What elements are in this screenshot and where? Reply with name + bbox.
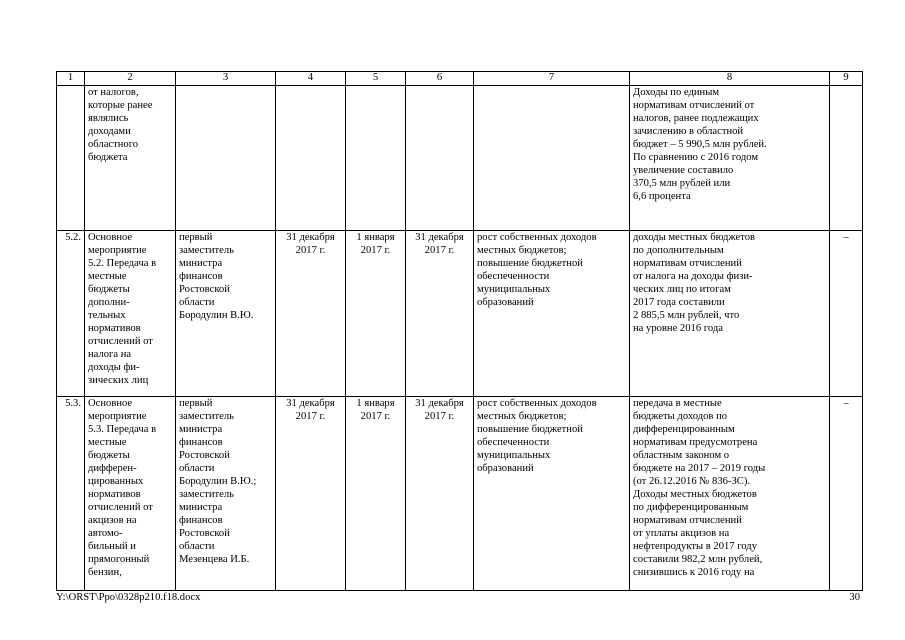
actual-result-text: передача в местные бюджеты доходов по дифференцированным нормативам предусмотрена областным законом о бюджете на 2017 – 2019 годы (от 26.12.2016 № 836-ЗС). Доходы местных бюджетов по дифференцированным нормативам отчислений от уплаты акцизов на нефтепродукты в 2017 году составили 982,2 млн рублей, снизившись к 2016 году на bbox=[633, 398, 766, 578]
actual-start-cell bbox=[346, 231, 406, 397]
responsible-text: первый заместитель министра финансов Ростовской области Бородулин В.Ю.; заместитель министра финансов Ростовской области Мезенцева И.Б. bbox=[179, 398, 257, 565]
planned-result-cell bbox=[474, 231, 630, 397]
actual-end-cell bbox=[406, 231, 474, 397]
footer-file-path: Y:\ORST\Ppo\0328p210.f18.docx bbox=[56, 592, 201, 603]
table-row bbox=[57, 397, 863, 591]
col-header-3: 3 bbox=[176, 72, 276, 86]
planned-end-date: 31 декабря 2017 г. bbox=[286, 232, 335, 256]
activity-text: Основное мероприятие 5.2. Передача в местные бюджеты дополни- тельных нормативов отчислений от налога на доходы фи- зических лиц bbox=[88, 232, 157, 386]
table-row bbox=[57, 231, 863, 397]
col-header-2: 2 bbox=[85, 72, 176, 86]
col-header-9: 9 bbox=[830, 72, 863, 86]
actual-result-cell bbox=[630, 231, 830, 397]
activity-cell bbox=[85, 231, 176, 397]
actual-result-text: Доходы по единым нормативам отчислений от налогов, ранее подлежащих зачислению в областной бюджет – 5 990,5 млн рублей. По сравнению с 2016 годом увеличение составило 370,5 млн рублей или 6,6 процента bbox=[633, 87, 767, 202]
activity-cell bbox=[85, 397, 176, 591]
row-number: 5.3. bbox=[65, 398, 81, 409]
reasons-cell bbox=[830, 231, 863, 397]
actual-end-cell bbox=[406, 397, 474, 591]
planned-result-cell bbox=[474, 86, 630, 231]
actual-result-text: доходы местных бюджетов по дополнительным нормативам отчислений от налога на доходы физи- ческих лиц по итогам 2017 года составили 2 885,5 млн рублей, что на уровне 2016 года bbox=[633, 232, 756, 334]
row-number: 5.2. bbox=[65, 232, 81, 243]
activity-text: от налогов, которые ранее являлись доходами областного бюджета bbox=[88, 87, 153, 163]
actual-end-cell bbox=[406, 86, 474, 231]
activity-text: Основное мероприятие 5.3. Передача в местные бюджеты дифферен- цированных нормативов отчислений от акцизов на автомо- бильный и прямогонный бензин, bbox=[88, 398, 157, 578]
actual-result-cell bbox=[630, 397, 830, 591]
planned-result-text: рост собственных доходов местных бюджетов; повышение бюджетной обеспеченности муниципальных образований bbox=[477, 232, 597, 308]
actual-end-date: 31 декабря 2017 г. bbox=[415, 232, 464, 256]
col-header-4: 4 bbox=[276, 72, 346, 86]
column-number-row bbox=[57, 72, 863, 86]
actual-end-date: 31 декабря 2017 г. bbox=[415, 398, 464, 422]
actual-start-cell bbox=[346, 86, 406, 231]
footer-page-number: 30 bbox=[849, 592, 860, 603]
actual-result-cell bbox=[630, 86, 830, 231]
responsible-cell bbox=[176, 86, 276, 231]
reasons-cell bbox=[830, 86, 863, 231]
planned-end-cell bbox=[276, 86, 346, 231]
planned-end-cell bbox=[276, 231, 346, 397]
program-report-table bbox=[56, 71, 863, 591]
reasons-text: – bbox=[843, 232, 849, 243]
reasons-text: – bbox=[843, 398, 849, 409]
col-header-1: 1 bbox=[57, 72, 85, 86]
col-header-7: 7 bbox=[474, 72, 630, 86]
col-header-5: 5 bbox=[346, 72, 406, 86]
row-number-cell bbox=[57, 86, 85, 231]
responsible-text: первый заместитель министра финансов Ростовской области Бородулин В.Ю. bbox=[179, 232, 254, 321]
col-header-8: 8 bbox=[630, 72, 830, 86]
actual-start-cell bbox=[346, 397, 406, 591]
reasons-cell bbox=[830, 397, 863, 591]
planned-result-text: рост собственных доходов местных бюджетов; повышение бюджетной обеспеченности муниципальных образований bbox=[477, 398, 597, 474]
row-number-cell bbox=[57, 397, 85, 591]
responsible-cell bbox=[176, 231, 276, 397]
table-row bbox=[57, 86, 863, 231]
row-number-cell bbox=[57, 231, 85, 397]
planned-end-cell bbox=[276, 397, 346, 591]
actual-start-date: 1 января 2017 г. bbox=[356, 232, 395, 256]
col-header-6: 6 bbox=[406, 72, 474, 86]
activity-cell bbox=[85, 86, 176, 231]
responsible-cell bbox=[176, 397, 276, 591]
planned-result-cell bbox=[474, 397, 630, 591]
planned-end-date: 31 декабря 2017 г. bbox=[286, 398, 335, 422]
actual-start-date: 1 января 2017 г. bbox=[356, 398, 395, 422]
